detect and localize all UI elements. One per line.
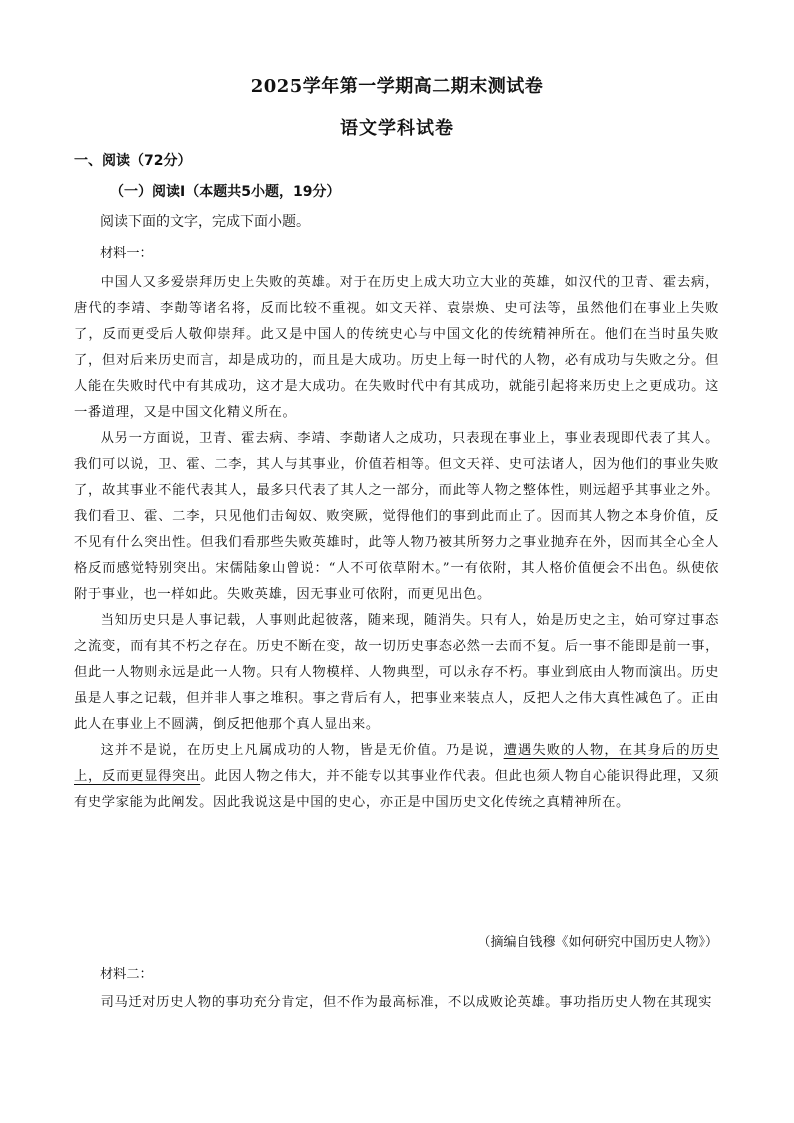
paragraph-text: 。此因人物之伟大，并不能专以其事业作代表。但此也须人物自心能识得此理，又须有史学家能为此阐发。因此我说这是中国的史心，亦正是中国历史文化传统之真精神所在。: [74, 769, 719, 810]
section-heading: 一、阅读（72分）: [74, 153, 192, 169]
material-one-label: 材料一：: [100, 246, 153, 261]
source-citation: （摘编自钱穆《如何研究中国历史人物》）: [477, 935, 718, 950]
material-two-label: 材料二：: [100, 967, 153, 982]
paragraph-with-underline: [74, 738, 719, 816]
exam-title: 2025学年第一学期高二期末测试卷: [250, 76, 544, 97]
paragraph: 当知历史只是人事记载，人事则此起彼落，随来现，随消失。只有人，始是历史之主，始可穿过事态之流变，而有其不朽之存在。历史不断在变，故一切历史事态必然一去而不复。后一事不能即是前一事，但此一人物则永远是此一人物。只有人物模样、人物典型，可以永存不朽。事业到底由人物而演出。历史虽是人事之记载，但并非人事之堆积。事之背后有人，把事业来装点人，反把人之伟大真性减色了。正由此人在事业上不圆满，倒反把他那个真人显出来。: [74, 613, 719, 732]
material-two-text: [74, 990, 719, 1016]
sub-section-heading: （一）阅读Ⅰ（本题共5小题，19分）: [110, 184, 341, 200]
paragraph: 中国人又多爱崇拜历史上失败的英雄。对于在历史上成大功立大业的英雄，如汉代的卫青、霍去病，唐代的李靖、李勣等诸名将，反而比较不重视。如文天祥、袁崇焕、史可法等，虽然他们在事业上失败了，反而更受后人敬仰崇拜。此又是中国人的传统史心与中国文化的传统精神所在。他们在当时虽失败了，但对后来历史而言，却是成功的，而且是大成功。历史上每一时代的人物，必有成功与失败之分。但人能在失败时代中有其成功，这才是大成功。在失败时代中有其成功，就能引起将来历史上之更成功。这一番道理，又是中国文化精义所在。: [74, 275, 719, 420]
underlined-sentence: 遭遇失败的人物，在其身后的历史上，反而更显得突出: [74, 743, 719, 784]
reading-instruction: 阅读下面的文字，完成下面小题。: [100, 214, 310, 230]
paragraph-text: 这并不是说，在历史上凡属成功的人物，皆是无价值。乃是说，: [100, 743, 504, 758]
paragraph: 从另一方面说，卫青、霍去病、李靖、李勣诸人之成功，只表现在事业上，事业表现即代表了其人。我们可以说，卫、霍、二李，其人与其事业，价值若相等。但文天祥、史可法诸人，因为他们的事业失败了，故其事业不能代表其人，最多只代表了其人之一部分，而此等人物之整体性，则远超乎其事业之外。我们看卫、霍、二李，只见他们击匈奴、败突厥，觉得他们的事到此而止了。因而其人物之本身价值，反不见有什么突出性。但我们看那些失败英雄时，此等人物乃被其所努力之事业抛弃在外，因而其全心全人格反而感觉特别突出。宋儒陆象山曾说：“人不可依草附木。”一有依附，其人格价值便会不出色。纵使依附于事业，也一样如此。失败英雄，因无事业可依附，而更见出色。: [74, 431, 719, 602]
material-one-text: [74, 270, 719, 816]
exam-subtitle: 语文学科试卷: [340, 118, 454, 139]
paragraph: 司马迁对历史人物的事功充分肯定，但不作为最高标准，不以成败论英雄。事功指历史人物在其现实: [100, 995, 713, 1010]
